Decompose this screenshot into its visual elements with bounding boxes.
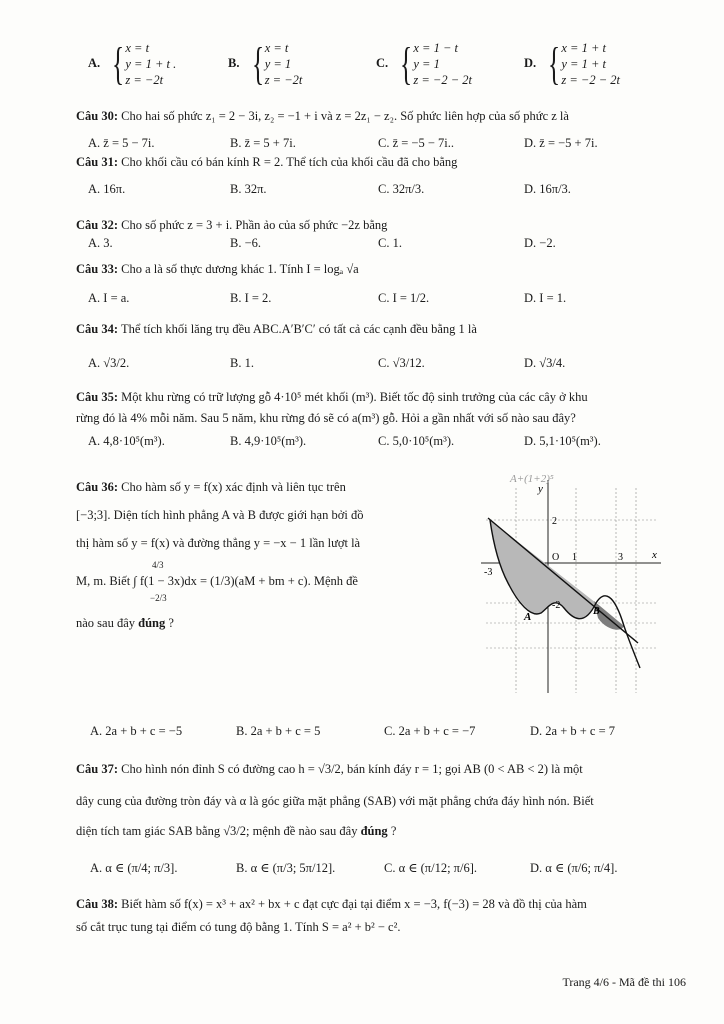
q36-integral-upper: 4/3 xyxy=(152,560,164,570)
q37-stem-line3: diện tích tam giác SAB bằng √3/2; mệnh đề nào sau đây đúng ? xyxy=(76,824,397,838)
q36-integral-lower: −2/3 xyxy=(150,593,167,603)
tick-3: 3 xyxy=(618,552,623,563)
tick-2: 2 xyxy=(552,516,557,527)
region-b-label: B xyxy=(593,606,600,617)
q33-option-a: A. I = a. xyxy=(88,291,130,305)
x-label: x xyxy=(652,549,657,561)
q33-option-c: C. I = 1/2. xyxy=(378,291,430,305)
q31-option-b: B. 32π. xyxy=(230,182,267,196)
tick-neg3: -3 xyxy=(484,567,493,578)
q37-option-d: D. α ∈ (π/6; π/4]. xyxy=(530,861,618,875)
q36-option-d: D. 2a + b + c = 7 xyxy=(530,724,616,738)
q33-option-b: B. I = 2. xyxy=(230,291,272,305)
q36-line4: M, m. Biết ∫ f(1 − 3x)dx = (1/3)(aM + bm + c). Mệnh đề xyxy=(76,574,358,588)
handwritten-note: A+(1+2)⁵ xyxy=(510,473,554,485)
q29-option-d: D. { x = 1 + t y = 1 + t z = −2 − 2t xyxy=(524,38,621,89)
q32-option-c: C. 1. xyxy=(378,236,402,250)
q36-line5: nào sau đây đúng ? xyxy=(76,616,174,630)
y-label: y xyxy=(538,483,543,495)
q36-option-a: A. 2a + b + c = −5 xyxy=(90,724,183,738)
q38-stem-line2: số cắt trục tung tại điểm có tung độ bằng 1. Tính S = a² + b² − c². xyxy=(76,920,401,934)
q35-stem-line1: Câu 35: Một khu rừng có trữ lượng gỗ 4·10⁵ mét khối (m³). Biết tốc độ sinh trưởng của các cây ở khu xyxy=(76,390,588,404)
tick-1: 1 xyxy=(572,552,577,563)
q29-option-b: B. { x = t y = 1 z = −2t xyxy=(228,38,303,89)
q31-option-d: D. 16π/3. xyxy=(524,182,571,196)
q31-option-a: A. 16π. xyxy=(88,182,126,196)
q30-stem: Câu 30: Cho hai số phức z₁ = 2 − 3i, z₂ = −1 + i và z = 2z₁ − z₂. Số phức liên hợp của số phức z là xyxy=(76,109,569,123)
q36-option-b: B. 2a + b + c = 5 xyxy=(236,724,321,738)
region-a-label: A xyxy=(524,611,532,623)
q35-option-b: B. 4,9·10⁵(m³). xyxy=(230,434,307,448)
q32-option-a: A. 3. xyxy=(88,236,113,250)
q29-option-a: A. { x = t y = 1 + t . z = −2t xyxy=(88,38,177,89)
q32-option-b: B. −6. xyxy=(230,236,262,250)
origin-label: O xyxy=(552,552,560,563)
q36-line3: thị hàm số y = f(x) và đường thẳng y = −x − 1 lần lượt là xyxy=(76,536,361,550)
q35-option-a: A. 4,8·10⁵(m³). xyxy=(88,434,165,448)
q30-option-d: D. z̄ = −5 + 7i. xyxy=(524,136,598,150)
q33-stem: Câu 33: Cho a là số thực dương khác 1. Tính I = logₐ √a xyxy=(76,262,359,276)
q30-option-b: B. z̄ = 5 + 7i. xyxy=(230,136,296,150)
q30-option-a: A. z̄ = 5 − 7i. xyxy=(88,136,155,150)
q34-option-a: A. √3/2. xyxy=(88,356,130,370)
q30-option-c: C. z̄ = −5 − 7i.. xyxy=(378,136,455,150)
q38-stem-line1: Câu 38: Biết hàm số f(x) = x³ + ax² + bx + c đạt cực đại tại điểm x = −3, f(−3) = 28 và đồ thị của hàm xyxy=(76,897,587,911)
q33-option-d: D. I = 1. xyxy=(524,291,567,305)
q31-stem: Câu 31: Cho khối cầu có bán kính R = 2. Thể tích của khối cầu đã cho bằng xyxy=(76,155,458,169)
q37-option-a: A. α ∈ (π/4; π/3]. xyxy=(90,861,178,875)
q31-option-c: C. 32π/3. xyxy=(378,182,425,196)
q34-option-c: C. √3/12. xyxy=(378,356,425,370)
q36-line2: [−3;3]. Diện tích hình phẳng A và B được giới hạn bởi đồ xyxy=(76,508,364,522)
q36-option-c: C. 2a + b + c = −7 xyxy=(384,724,476,738)
q37-stem-line1: Câu 37: Cho hình nón đỉnh S có đường cao h = √3/2, bán kính đáy r = 1; gọi AB (0 < AB < 2) là một xyxy=(76,762,583,776)
q32-stem: Câu 32: Cho số phức z = 3 + i. Phần ảo của số phức −2z bằng xyxy=(76,218,388,232)
q35-option-d: D. 5,1·10⁵(m³). xyxy=(524,434,601,448)
q37-option-b: B. α ∈ (π/3; 5π/12]. xyxy=(236,861,336,875)
q29-option-c: C. { x = 1 − t y = 1 z = −2 − 2t xyxy=(376,38,473,89)
q37-option-c: C. α ∈ (π/12; π/6]. xyxy=(384,861,478,875)
q36-graph xyxy=(476,468,666,702)
q34-option-d: D. √3/4. xyxy=(524,356,566,370)
graph-svg xyxy=(476,468,666,698)
q34-stem: Câu 34: Thể tích khối lăng trụ đều ABC.A′B′C′ có tất cả các cạnh đều bằng 1 là xyxy=(76,322,477,336)
q32-option-d: D. −2. xyxy=(524,236,556,250)
q35-option-c: C. 5,0·10⁵(m³). xyxy=(378,434,455,448)
q34-option-b: B. 1. xyxy=(230,356,254,370)
q35-stem-line2: rừng đó là 4% mỗi năm. Sau 5 năm, khu rừng đó sẽ có a(m³) gỗ. Hỏi a gần nhất với số nào sau đây? xyxy=(76,411,576,425)
q36-line1: Câu 36: Cho hàm số y = f(x) xác định và liên tục trên xyxy=(76,480,346,494)
tick-neg2: -2 xyxy=(552,600,561,611)
q37-stem-line2: dây cung của đường tròn đáy và α là góc giữa mặt phẳng (SAB) với mặt phẳng chứa đáy hình nón. Biết xyxy=(76,794,594,808)
page-footer: Trang 4/6 - Mã đề thi 106 xyxy=(562,975,686,989)
region-a-shape xyxy=(490,520,596,619)
